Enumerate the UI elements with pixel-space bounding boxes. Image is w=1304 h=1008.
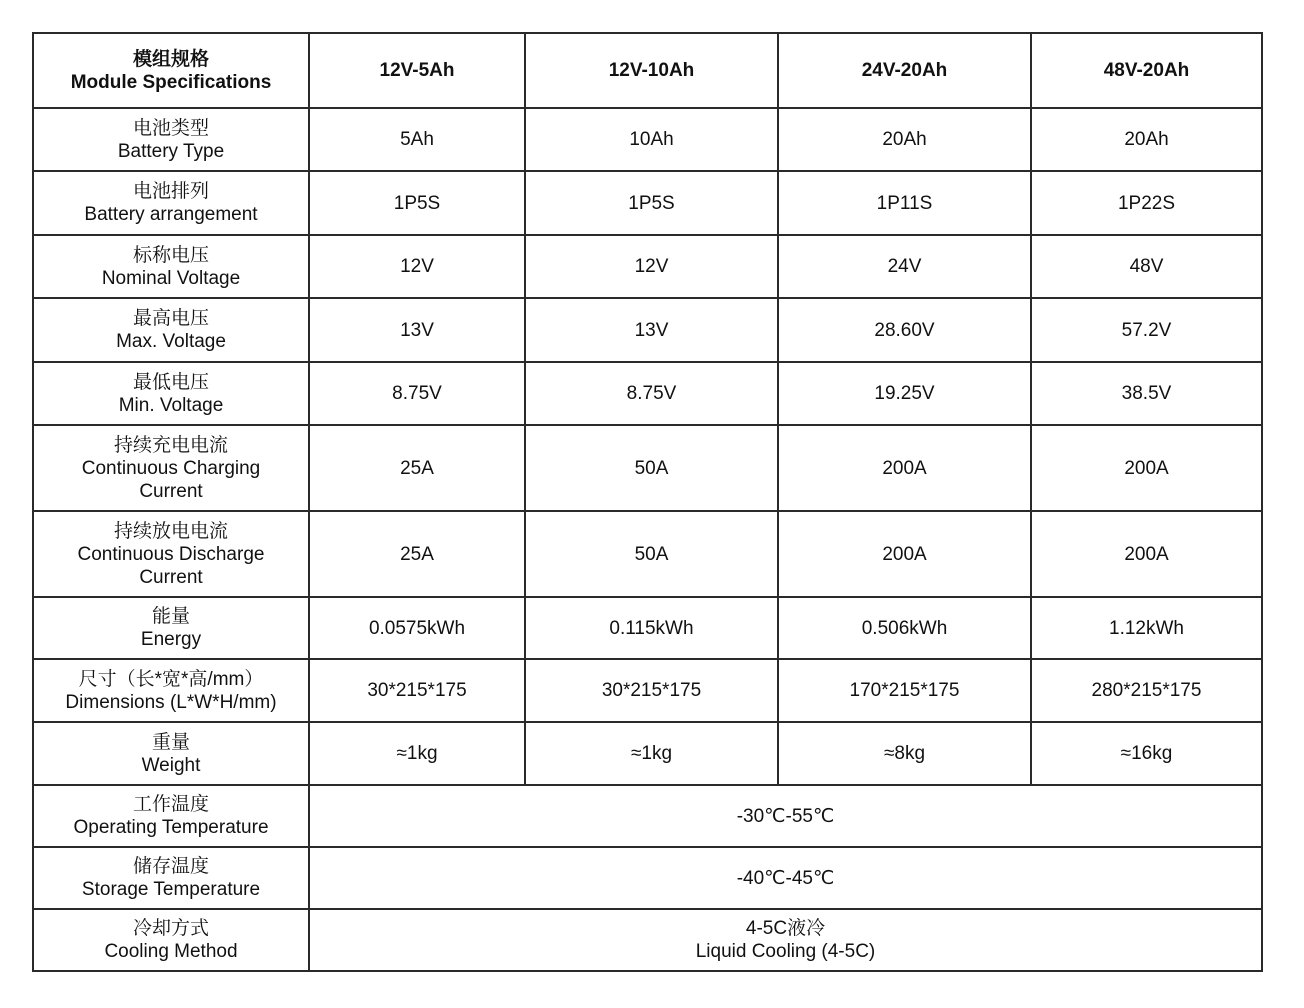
table-cell: 280*215*175: [1031, 659, 1262, 722]
table-cell: ≈8kg: [778, 722, 1031, 785]
row-label-zh: 重量: [151, 731, 190, 753]
row-label: [33, 235, 309, 298]
row-label: [33, 659, 309, 722]
table-cell: 50A: [525, 511, 778, 597]
row-label-en: Energy: [140, 629, 202, 650]
row-label-en: Weight: [141, 754, 201, 776]
merged-value-cell: [309, 909, 1262, 971]
merged-value-cell: -30℃-55℃: [309, 785, 1262, 847]
table-cell: 200A: [1031, 511, 1262, 597]
row-label-zh: 尺寸（长*宽*高/mm）: [78, 668, 264, 690]
table-cell: 170*215*175: [778, 659, 1031, 722]
header-row: [33, 33, 1262, 108]
table-cell: 30*215*175: [525, 659, 778, 722]
table-cell: 20Ah: [778, 108, 1031, 171]
row-label: [33, 298, 309, 362]
table-cell: ≈1kg: [525, 722, 778, 785]
row-label: [33, 722, 309, 785]
cooling-value-zh: 4-5C液冷: [745, 918, 826, 939]
table-cell: 200A: [1031, 425, 1262, 511]
row-battery-type: [33, 108, 1262, 171]
row-operating-temperature: [33, 785, 1262, 847]
row-label: [33, 425, 309, 511]
table-cell: 25A: [309, 511, 525, 597]
table-cell: 1P5S: [309, 171, 525, 235]
module-spec-table: [32, 32, 1263, 972]
table-cell: 10Ah: [525, 108, 778, 171]
merged-value-cell: -40℃-45℃: [309, 847, 1262, 909]
row-label: [33, 362, 309, 425]
row-label-en: Dimensions (L*W*H/mm): [65, 691, 277, 713]
header-label-zh: 模组规格: [132, 48, 209, 70]
row-label-en: Operating Temperature: [73, 817, 269, 838]
table-cell: ≈1kg: [309, 722, 525, 785]
table-cell: 13V: [525, 298, 778, 362]
row-label-zh: 电池类型: [132, 117, 209, 139]
header-model-12v-5ah: 12V-5Ah: [309, 33, 525, 108]
row-label-zh: 持续充电电流: [113, 434, 228, 456]
row-label-en: Max. Voltage: [116, 331, 226, 352]
row-label-en: Continuous Charging: [81, 457, 261, 479]
row-label-en: Cooling Method: [104, 941, 238, 962]
table-cell: 1P11S: [778, 171, 1031, 235]
row-label-en: Storage Temperature: [81, 879, 261, 900]
row-cooling-method: [33, 909, 1262, 971]
table-cell: 8.75V: [525, 362, 778, 425]
header-label-cell: [33, 33, 309, 108]
table-cell: 12V: [309, 235, 525, 298]
header-model-12v-10ah: 12V-10Ah: [525, 33, 778, 108]
row-label-en: Continuous Discharge: [77, 543, 265, 565]
row-label-en: Current: [139, 480, 203, 502]
table-cell: 13V: [309, 298, 525, 362]
table-cell: 57.2V: [1031, 298, 1262, 362]
row-label-zh: 最高电压: [132, 308, 209, 329]
row-min-voltage: [33, 362, 1262, 425]
row-dimensions: [33, 659, 1262, 722]
row-max-voltage: [33, 298, 1262, 362]
table-cell: 1P5S: [525, 171, 778, 235]
row-nominal-voltage: [33, 235, 1262, 298]
row-label-en: Battery arrangement: [84, 204, 258, 225]
table-cell: 0.506kWh: [778, 597, 1031, 659]
table-cell: 0.0575kWh: [309, 597, 525, 659]
row-label-zh: 能量: [151, 606, 190, 627]
table-cell: 8.75V: [309, 362, 525, 425]
header-model-48v-20ah: 48V-20Ah: [1031, 33, 1262, 108]
row-label-zh: 标称电压: [132, 244, 209, 266]
row-weight: [33, 722, 1262, 785]
row-storage-temperature: [33, 847, 1262, 909]
row-label-en: Min. Voltage: [118, 394, 224, 416]
table-cell: 200A: [778, 425, 1031, 511]
table-cell: 28.60V: [778, 298, 1031, 362]
row-label: [33, 847, 309, 909]
table-cell: 1P22S: [1031, 171, 1262, 235]
table-cell: 24V: [778, 235, 1031, 298]
table-cell: 5Ah: [309, 108, 525, 171]
row-label-en: Nominal Voltage: [101, 267, 241, 289]
cooling-value-en: Liquid Cooling (4-5C): [695, 941, 876, 962]
row-battery-arrangement: [33, 171, 1262, 235]
row-energy: [33, 597, 1262, 659]
row-label-en: Battery Type: [117, 140, 225, 162]
row-label-zh: 电池排列: [132, 181, 209, 202]
row-label: [33, 171, 309, 235]
table-cell: 200A: [778, 511, 1031, 597]
table-cell: 30*215*175: [309, 659, 525, 722]
table-cell: 25A: [309, 425, 525, 511]
table-cell: 1.12kWh: [1031, 597, 1262, 659]
table-cell: 48V: [1031, 235, 1262, 298]
table-cell: ≈16kg: [1031, 722, 1262, 785]
table-cell: 50A: [525, 425, 778, 511]
table-cell: 19.25V: [778, 362, 1031, 425]
row-label-zh: 最低电压: [132, 371, 209, 393]
row-label-zh: 工作温度: [132, 794, 209, 815]
row-continuous-charging-current: [33, 425, 1262, 511]
table-cell: 20Ah: [1031, 108, 1262, 171]
row-label: [33, 785, 309, 847]
row-label-zh: 冷却方式: [132, 918, 209, 939]
table-cell: 0.115kWh: [525, 597, 778, 659]
header-label-en: Module Specifications: [70, 71, 272, 93]
row-label-zh: 储存温度: [132, 856, 209, 877]
header-model-24v-20ah: 24V-20Ah: [778, 33, 1031, 108]
row-label-zh: 持续放电电流: [113, 520, 228, 542]
row-label: [33, 597, 309, 659]
table-cell: 38.5V: [1031, 362, 1262, 425]
row-label: [33, 511, 309, 597]
row-label-en: Current: [139, 566, 203, 588]
row-continuous-discharge-current: [33, 511, 1262, 597]
table-cell: 12V: [525, 235, 778, 298]
row-label: [33, 909, 309, 971]
row-label: [33, 108, 309, 171]
